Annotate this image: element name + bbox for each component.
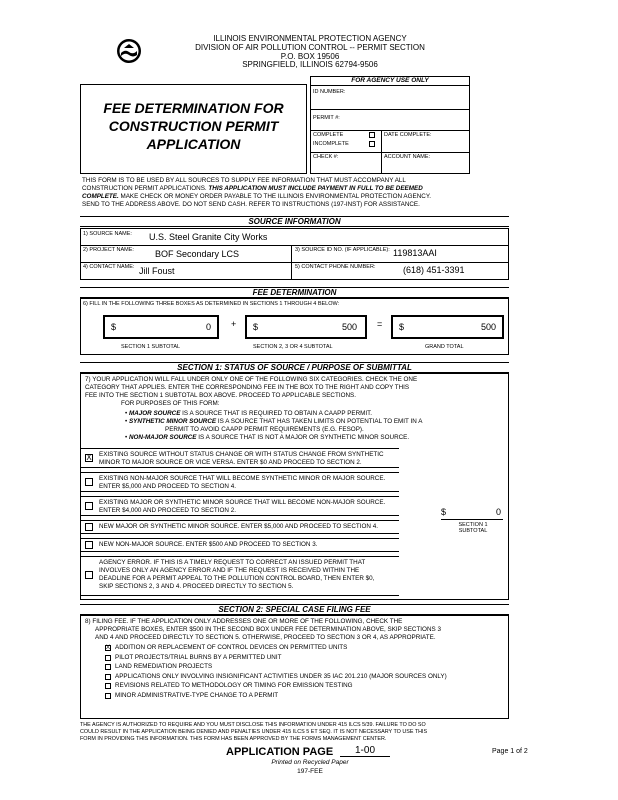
option-text: EXISTING SOURCE WITHOUT STATUS CHANGE OR WITH STATUS CHANGE FROM SYNTHETIC [99,451,384,458]
fee-determination-area [80,298,509,355]
item-checkbox[interactable]: X [106,645,111,651]
section2-item[interactable] [105,663,447,673]
section1-subtotal-value: 0 [205,322,211,332]
fee-determination-header: FEE DETERMINATION [80,287,509,298]
def-term: SYNTHETIC MINOR SOURCE [128,418,217,425]
option-text: AGENCY ERROR. IF THIS IS A TIMELY REQUEST TO CORRECT AN ISSUED PERMIT THAT [99,559,366,566]
form-title-box [80,84,307,174]
check-number-label: CHECK #: [313,154,339,160]
section2-item[interactable] [105,644,447,654]
section1-option-row[interactable] [81,472,399,492]
source-info-table [80,228,509,280]
incomplete-checkbox[interactable] [369,141,375,147]
option-text: SKIP SECTIONS 2, 3 AND 4. PROCEED DIRECTLY TO SECTION 5. [99,583,294,590]
application-page-label: APPLICATION PAGE [226,746,334,758]
option-checkbox[interactable] [85,478,93,486]
section2-item[interactable] [105,682,447,692]
def-text: PERMIT TO AVOID CAAPP PERMIT REQUIREMENTS (E.G. FESOP). [165,426,364,433]
option-checkbox[interactable] [85,571,93,579]
item-text: PILOT PROJECTS/TRIAL BURNS BY A PERMITTED UNIT [115,653,282,661]
fee-instruction: 6) FILL IN THE FOLLOWING THREE BOXES AS DETERMINED IN SECTIONS 1 THROUGH 4 BELOW: [83,301,340,307]
grand-total-value: 500 [480,322,496,332]
option-text: ENTER $4,000 AND PROCEED TO SECTION 2. [99,507,236,514]
agency-use-box [310,76,470,174]
section1-subtotal-entry: 0 [495,507,501,517]
contact-phone-label: 5) CONTACT PHONE NUMBER: [295,264,376,270]
option-text: EXISTING MAJOR OR SYNTHETIC MINOR SOURCE THAT WILL BECOME NON-MAJOR SOURCE. [99,499,386,506]
section234-subtotal-value: 500 [341,322,357,332]
section2-area [80,615,509,719]
option-text: ENTER $5,000 AND PROCEED TO SECTION 4. [99,483,236,490]
project-name-label: 2) PROJECT NAME: [83,247,134,253]
item-checkbox[interactable] [105,674,111,680]
source-id-value[interactable]: 119813AAI [393,248,437,258]
dollar-sign: $ [441,507,447,517]
dollar-sign: $ [253,322,259,332]
option-checkbox[interactable] [85,523,93,531]
grand-total-label: GRAND TOTAL [425,344,464,350]
account-name-label: ACCOUNT NAME: [384,154,431,160]
application-page-value[interactable]: 1-00 [340,745,390,757]
section2-intro-line: APPROPRIATE BOXES, ENTER $500 IN THE SECOND BOX UNDER FEE DETERMINATION ABOVE, SKIP SECTIONS 3 [95,626,441,633]
incomplete-label: INCOMPLETE [313,141,349,147]
date-complete-label: DATE COMPLETE: [384,132,432,138]
item-checkbox[interactable] [105,664,111,670]
item-text: APPLICATIONS ONLY INVOLVING INSIGNIFICANT ACTIVITIES UNDER 35 IAC 201.210 (MAJOR SOURCES ONLY) [115,672,447,680]
intro-line: SEND TO THE ADDRESS ABOVE. DO NOT SEND CASH. REFER TO INSTRUCTIONS (197-INST) FOR ASSISTANCE. [82,201,420,208]
dollar-sign: $ [111,322,117,332]
printed-recycled: Printed on Recycled Paper [271,759,349,766]
form-number: 197-FEE [297,768,323,775]
def-text: IS A SOURCE THAT HAS TAKEN LIMITS ON POTENTIAL TO EMIT IN A [217,418,423,425]
def-term: MAJOR SOURCE [128,410,181,417]
intro-line-emphasis: COMPLETE. [82,193,119,200]
section1-intro-line: 7) YOUR APPLICATION WILL FALL UNDER ONLY ONE OF THE FOLLOWING SIX CATEGORIES. CHECK THE ONE [85,376,418,383]
po-box: P.O. BOX 19506 [280,51,340,61]
section1-option-row[interactable] [81,448,399,468]
option-text: NEW NON-MAJOR SOURCE. ENTER $500 AND PROCEED TO SECTION 3. [99,541,318,548]
dollar-sign: $ [399,322,405,332]
item-checkbox[interactable] [105,655,111,661]
option-text: INVOLVES ONLY AN AGENCY ERROR AND IF THE REQUEST IS RECEIVED WITHIN THE [99,567,360,574]
option-text: MINOR TO MAJOR SOURCE OR VICE VERSA. ENTER $0 AND PROCEED TO SECTION 2. [99,459,362,466]
def-term: NON-MAJOR SOURCE [128,434,197,441]
section1-subtotal-field[interactable] [441,506,503,520]
complete-checkbox[interactable] [369,132,375,138]
notice-line: THE AGENCY IS AUTHORIZED TO REQUIRE AND YOU MUST DISCLOSE THIS INFORMATION UNDER 415 ILCS 5/39. FAILURE TO DO SO [80,722,426,728]
section1-area [80,373,509,600]
intro-line: MAKE CHECK OR MONEY ORDER PAYABLE TO THE ILLINOIS ENVIRONMENTAL PROTECTION AGENCY. [120,193,431,200]
section1-intro-line: CATEGORY THAT APPLIES. ENTER THE CORRESPONDING FEE IN THE BOX TO THE RIGHT AND COPY THIS [85,384,410,391]
option-checkbox[interactable] [85,541,93,549]
notice-line: COULD RESULT IN THE APPLICATION BEING DENIED AND PENALTIES UNDER 415 ILCS 5 ET SEQ. IT IS NOT NECESSARY TO USE THIS [80,729,428,735]
subtotal-caption-line: SECTION 1 [458,522,488,528]
section1-intro [85,376,505,408]
section1-option-row[interactable] [81,520,399,534]
contact-name-label: 4) CONTACT NAME: [83,264,135,270]
section2-intro-line: AND 4 AND PROCEED DIRECTLY TO SECTION 5. OTHERWISE, PROCEED TO SECTION 3 OR 4, AS APPROPRIATE. [95,634,436,641]
notice-line: FORM IN PROVIDING THIS INFORMATION. THIS FORM HAS BEEN APPROVED BY THE FORMS MANAGEMENT CENTER. [80,736,387,742]
contact-name-value[interactable]: Jill Foust [139,266,175,276]
section1-option-row[interactable] [81,538,399,552]
section2-item[interactable] [105,654,447,664]
def-text: IS A SOURCE THAT IS NOT A MAJOR OR SYNTHETIC MINOR SOURCE. [198,434,410,441]
agency-header [150,35,470,70]
legal-notice [80,722,512,743]
complete-label: COMPLETE [313,132,344,138]
agency-logo [116,38,142,64]
id-number-label: ID NUMBER: [313,89,346,95]
item-text: ADDITION OR REPLACEMENT OF CONTROL DEVICES ON PERMITTED UNITS [115,644,348,651]
agency-name: ILLINOIS ENVIRONMENTAL PROTECTION AGENCY [213,34,407,43]
source-id-label: 3) SOURCE ID NO. (IF APPLICABLE): [295,247,390,253]
option-text: NEW MAJOR OR SYNTHETIC MINOR SOURCE. ENTER $5,000 AND PROCEED TO SECTION 4. [99,523,378,530]
section1-intro-line: FOR PURPOSES OF THIS FORM: [121,400,220,407]
section2-intro [85,618,505,642]
def-text: IS A SOURCE THAT IS REQUIRED TO OBTAIN A CAAPP PERMIT. [182,410,373,417]
subtotal-caption-line: SUBTOTAL [458,528,488,535]
contact-phone-value[interactable]: (618) 451-3391 [403,265,465,275]
intro-text [82,177,512,209]
agency-seal-icon [116,38,142,64]
section1-subtotal-caption [451,522,495,534]
form-title-line2: CONSTRUCTION PERMIT [108,118,279,134]
intro-line-emphasis: THIS APPLICATION MUST INCLUDE PAYMENT IN FULL TO BE DEEMED [208,185,423,192]
section234-subtotal-label: SECTION 2, 3 OR 4 SUBTOTAL [253,344,333,350]
city-address: SPRINGFIELD, ILLINOIS 62794-9506 [242,60,378,70]
plus-sign: + [231,319,237,329]
source-info-header: SOURCE INFORMATION [80,216,509,227]
section2-header: SECTION 2: SPECIAL CASE FILING FEE [80,604,509,615]
section1-subtotal-box[interactable] [103,315,219,339]
source-name-value[interactable]: U.S. Steel Granite City Works [149,232,268,242]
section2-item[interactable] [105,673,447,683]
section1-header: SECTION 1: STATUS OF SOURCE / PURPOSE OF SUBMITTAL [80,362,509,373]
grand-total-box[interactable] [391,315,504,339]
option-checkbox[interactable]: X [86,453,92,462]
item-text: LAND REMEDIATION PROJECTS [115,663,213,670]
section2-intro-line: 8) FILING FEE. IF THE APPLICATION ONLY ADDRESSES ONE OR MORE OF THE FOLLOWING, CHECK THE [85,618,403,625]
section1-subtotal-label: SECTION 1 SUBTOTAL [121,344,181,350]
source-name-label: 1) SOURCE NAME: [83,231,132,237]
form-title-line1: FEE DETERMINATION FOR [103,100,284,116]
permit-number-label: PERMIT #: [313,115,340,121]
section234-subtotal-box[interactable] [245,315,367,339]
section1-intro-line: FEE INTO THE SECTION 1 SUBTOTAL BOX ABOVE. PROCEED TO APPLICABLE SECTIONS. [85,392,356,399]
item-text: MINOR ADMINISTRATIVE-TYPE CHANGE TO A PERMIT [115,691,279,699]
agency-use-title: FOR AGENCY USE ONLY [311,77,469,86]
section1-definitions: • MAJOR SOURCE IS A SOURCE THAT IS REQUIRED TO OBTAIN A CAAPP PERMIT. • SYNTHETIC MINOR SOURCE IS A SOURCE THAT HAS TAKEN LIMITS ON POTENTIAL TO EMIT IN A PERMIT TO AVOID CAAPP PERMIT REQUIREMENTS (E.G. FESOP). • NON-MAJOR SOURCE IS A SOURCE THAT IS NOT A MAJOR OR SYNTHETIC MINOR SOURCE. [125,410,505,442]
section2-checklist [105,644,447,701]
intro-line: CONSTRUCTION PERMIT APPLICATIONS. [82,185,207,192]
option-text: DEADLINE FOR A PERMIT APPEAL TO THE POLLUTION CONTROL BOARD, THEN ENTER $0, [99,575,375,582]
item-text: REVISIONS RELATED TO METHODOLOGY OR TIMING FOR EMISSION TESTING [115,682,353,689]
intro-line: THIS FORM IS TO BE USED BY ALL SOURCES TO SUPPLY FEE INFORMATION THAT MUST ACCOMPANY ALL [82,177,406,184]
project-name-value[interactable]: BOF Secondary LCS [155,249,240,259]
division-name: DIVISION OF AIR POLLUTION CONTROL -- PERMIT SECTION [195,42,425,52]
item-checkbox[interactable] [105,683,111,689]
section1-option-row[interactable] [81,556,399,596]
page-number: Page 1 of 2 [492,748,528,755]
equals-sign: = [377,319,383,329]
section2-item[interactable] [105,692,447,702]
section1-option-row[interactable] [81,496,399,516]
option-text: EXISTING NON-MAJOR SOURCE THAT WILL BECOME SYNTHETIC MINOR OR MAJOR SOURCE. [99,475,386,482]
option-checkbox[interactable] [85,502,93,510]
form-title-line3: APPLICATION [146,136,241,152]
item-checkbox[interactable] [105,693,111,699]
